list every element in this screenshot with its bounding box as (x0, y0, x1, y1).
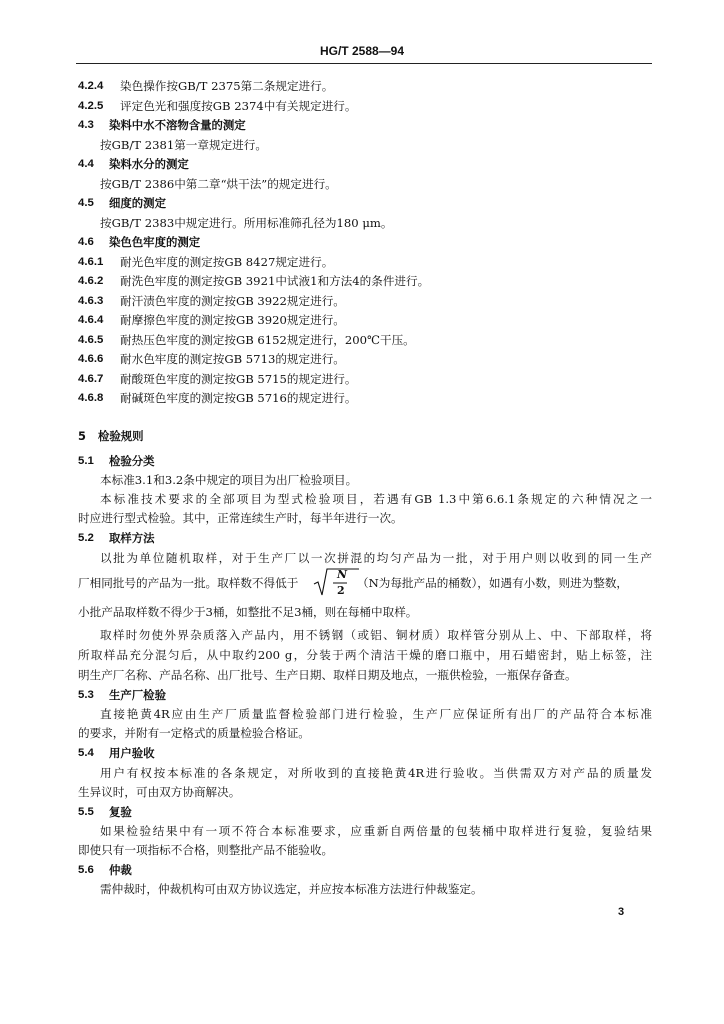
clause-text: 耐热压色牢度的测定按GB 6152规定进行，200℃干压。 (120, 332, 415, 347)
clause-number: 4.6.2 (78, 275, 104, 287)
clause-text: 细度的测定 (109, 196, 166, 210)
clause-number: 4.6.8 (78, 392, 104, 404)
clause-text: 染料水分的测定 (109, 157, 189, 171)
clause-text: 染色操作按GB/T 2375第二条规定进行。 (120, 79, 334, 93)
clause-number: 4.6.7 (78, 372, 104, 385)
clause-number: 4.6.4 (78, 314, 104, 326)
clause-text: 耐摩擦色牢度的测定按GB 3920规定进行。 (120, 313, 345, 327)
clause-text: 染料中水不溶物含量的测定 (109, 118, 246, 132)
clause-number: 4.2.4 (78, 80, 104, 92)
clause-text: 按GB/T 2381第一章规定进行。 (100, 137, 267, 152)
clause-number: 4.5 (78, 197, 94, 209)
clause-number: 4.6.5 (78, 333, 104, 346)
clause-text: 按GB/T 2386中第二章“烘干法”的规定进行。 (100, 176, 337, 191)
clause-text: 耐汗渍色牢度的测定按GB 3922规定进行。 (120, 293, 345, 308)
clause-number: 4.6.6 (78, 353, 104, 365)
clause-text: 评定色光和强度按GB 2374中有关规定进行。 (120, 98, 357, 113)
clause-number: 4.6 (78, 236, 94, 248)
clause-number: 4.4 (78, 158, 94, 170)
clause-text: 耐水色牢度的测定按GB 5713的规定进行。 (120, 352, 345, 366)
clause-text: 按GB/T 2383中规定进行。所用标准筛孔径为180 μm。 (100, 215, 393, 230)
clause-number: 4.2.5 (78, 99, 104, 112)
clause-text: 染色色牢度的测定 (109, 235, 201, 249)
clause-text: 耐碱斑色牢度的测定按GB 5716的规定进行。 (120, 391, 357, 405)
clause-number: 4.6.1 (78, 255, 104, 268)
standard-number-header: HG/T 2588—94 (319, 44, 405, 58)
formula-numerator: N (337, 568, 348, 581)
clause-number: 4.6.3 (78, 294, 104, 307)
clause-number: 4.3 (78, 119, 94, 131)
clause-text: 耐光色牢度的测定按GB 8427规定进行。 (120, 254, 334, 269)
clause-text: 耐酸斑色牢度的测定按GB 5715的规定进行。 (120, 371, 357, 386)
page-number: 3 (618, 906, 625, 918)
formula-denominator: 2 (337, 584, 345, 597)
header-rule (76, 63, 652, 64)
clause-text: 耐洗色牢度的测定按GB 3921中试液1和方法4的条件进行。 (120, 274, 430, 288)
